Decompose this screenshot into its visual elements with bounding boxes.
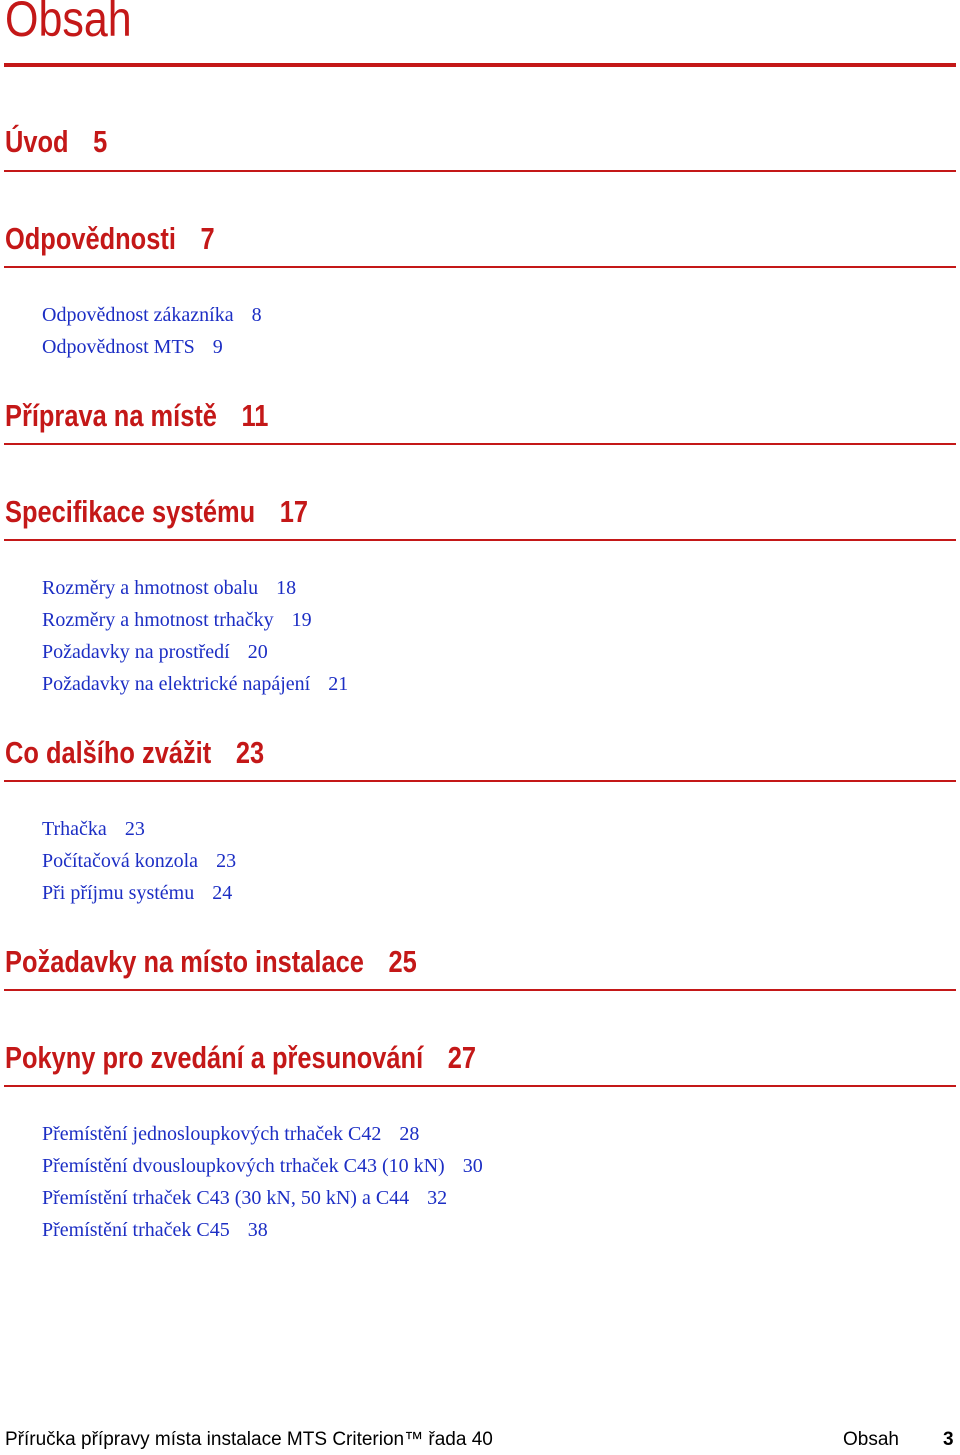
section-divider — [4, 266, 956, 268]
item-label: Počítačová konzola — [42, 850, 199, 872]
item-page: 28 — [399, 1123, 420, 1145]
section-divider — [4, 989, 956, 991]
page-footer — [5, 1429, 955, 1453]
toc-item-rozmery-trhacky[interactable] — [42, 608, 312, 632]
section-page: 5 — [93, 124, 108, 159]
item-label: Požadavky na prostředí — [42, 641, 230, 663]
toc-section-specifikace[interactable] — [5, 494, 308, 530]
item-label: Přemístění trhaček C43 (30 kN, 50 kN) a C44 — [42, 1187, 410, 1209]
section-title: Požadavky na místo instalace — [5, 944, 364, 979]
toc-item-odpovednost-mts[interactable] — [42, 335, 223, 359]
item-page: 23 — [216, 850, 237, 872]
section-divider — [4, 170, 956, 172]
toc-item-c43-10kn[interactable] — [42, 1154, 483, 1178]
toc-item-trhacka[interactable] — [42, 817, 145, 841]
item-label: Rozměry a hmotnost obalu — [42, 577, 259, 599]
section-title: Co dalšího zvážit — [5, 735, 212, 770]
toc-item-pozadavky-napajeni[interactable] — [42, 672, 348, 696]
toc-item-pocitacova-konzola[interactable] — [42, 849, 236, 873]
section-page: 11 — [241, 398, 269, 433]
section-divider — [4, 539, 956, 541]
section-title: Specifikace systému — [5, 494, 256, 529]
toc-item-c45[interactable] — [42, 1218, 268, 1242]
section-divider — [4, 443, 956, 445]
item-page: 23 — [124, 818, 145, 840]
item-label: Přemístění dvousloupkových trhaček C43 (10 kN) — [42, 1155, 445, 1177]
item-page: 20 — [247, 641, 268, 663]
footer-page-number: 3 — [943, 1429, 954, 1450]
toc-section-pozadavky-misto[interactable] — [5, 944, 417, 980]
item-page: 38 — [247, 1219, 268, 1241]
toc-item-pri-prijmu[interactable] — [42, 881, 232, 905]
item-label: Trhačka — [42, 818, 107, 840]
item-page: 21 — [328, 673, 349, 695]
section-page: 23 — [235, 735, 265, 770]
item-label: Rozměry a hmotnost trhačky — [42, 609, 274, 631]
toc-section-priprava[interactable] — [5, 398, 268, 434]
section-page: 7 — [200, 221, 215, 256]
toc-section-uvod[interactable] — [5, 124, 107, 160]
section-divider — [4, 780, 956, 782]
section-title: Příprava na místě — [5, 398, 217, 433]
title-divider — [4, 63, 956, 67]
toc-item-rozmery-obalu[interactable] — [42, 576, 296, 600]
section-divider — [4, 1085, 956, 1087]
toc-item-c42[interactable] — [42, 1122, 419, 1146]
section-page: 27 — [447, 1040, 477, 1075]
footer-section-label: Obsah — [843, 1429, 899, 1450]
footer-document-title: Příručka přípravy místa instalace MTS Criterion™ řada 40 — [5, 1429, 493, 1450]
section-page: 25 — [388, 944, 417, 979]
page-title: Obsah — [5, 0, 132, 47]
item-label: Požadavky na elektrické napájení — [42, 673, 311, 695]
item-page: 19 — [291, 609, 312, 631]
toc-section-pokyny[interactable] — [5, 1040, 476, 1076]
item-label: Při příjmu systému — [42, 882, 195, 904]
toc-item-pozadavky-prostredi[interactable] — [42, 640, 268, 664]
item-page: 24 — [212, 882, 233, 904]
toc-section-odpovednosti[interactable] — [5, 221, 215, 257]
section-title: Odpovědnosti — [5, 221, 176, 256]
toc-section-co-dalsiho[interactable] — [5, 735, 264, 771]
section-title: Úvod — [5, 124, 69, 159]
section-page: 17 — [279, 494, 308, 529]
item-page: 9 — [212, 336, 223, 358]
item-page: 8 — [251, 304, 262, 326]
item-page: 18 — [276, 577, 297, 599]
item-label: Přemístění trhaček C45 — [42, 1219, 230, 1241]
item-page: 30 — [462, 1155, 483, 1177]
toc-item-c43-c44[interactable] — [42, 1186, 447, 1210]
toc-item-odpovednost-zakaznika[interactable] — [42, 303, 262, 327]
item-page: 32 — [427, 1187, 448, 1209]
item-label: Přemístění jednosloupkových trhaček C42 — [42, 1123, 382, 1145]
item-label: Odpovědnost MTS — [42, 336, 195, 358]
item-label: Odpovědnost zákazníka — [42, 304, 234, 326]
section-title: Pokyny pro zvedání a přesunování — [5, 1040, 424, 1075]
